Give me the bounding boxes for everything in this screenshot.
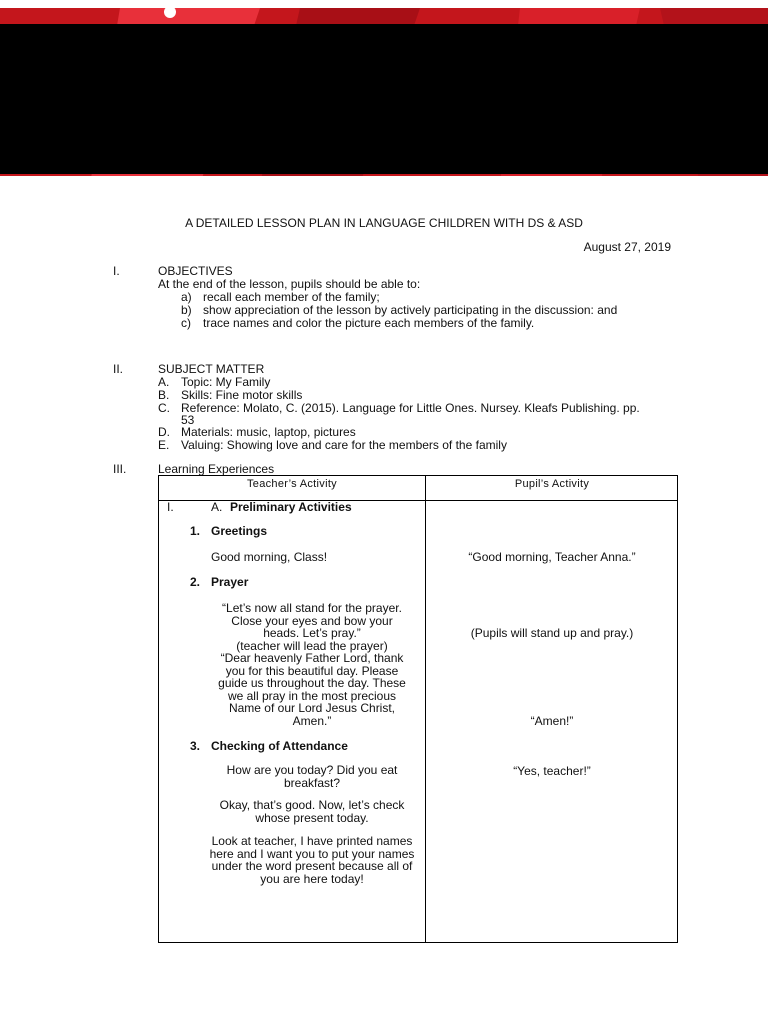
subject-matter-heading: SUBJECT MATTER: [158, 362, 265, 376]
attendance-teacher-line: breakfast?: [283, 775, 341, 790]
prayer-teacher-line: (teacher will lead the prayer): [236, 638, 388, 653]
document-title: A DETAILED LESSON PLAN IN LANGUAGE CHILDREN WITH DS & ASD: [185, 216, 583, 230]
greetings-pupil-line: “Good morning, Teacher Anna.”: [468, 550, 636, 564]
prayer-number: 2.: [190, 575, 201, 589]
subject-text: Topic: My Family: [181, 375, 271, 389]
banner-graphic: [0, 0, 768, 186]
prayer-pupil-amen: “Amen!”: [530, 714, 574, 728]
objective-text: trace names and color the picture each members of the family.: [203, 316, 535, 330]
prayer-teacher-line: heads. Let’s pray.”: [263, 626, 361, 640]
attendance-teacher-text-1: [179, 764, 445, 789]
greetings-number: 1.: [190, 524, 201, 538]
prayer-teacher-line: Name of our Lord Jesus Christ,: [228, 701, 396, 715]
attendance-teacher-line: whose present today.: [255, 810, 369, 825]
attendance-teacher-line: Okay, that’s good. Now, let’s check: [219, 798, 405, 812]
learning-heading: Learning Experiences: [158, 462, 275, 476]
prayer-teacher-line: we all pray in the most precious: [227, 688, 397, 703]
subject-matter-numeral: II.: [113, 362, 124, 376]
objective-text: recall each member of the family;: [203, 290, 380, 304]
prayer-teacher-line: “Dear heavenly Father Lord, thank: [220, 651, 404, 665]
activities-table: [158, 475, 678, 943]
teacher-activity-header: Teacher’s Activity: [247, 478, 337, 490]
prayer-pupil-line: (Pupils will stand up and pray.): [470, 626, 634, 640]
greetings-title: Greetings: [211, 524, 268, 538]
greetings-teacher-line: Good morning, Class!: [211, 550, 328, 564]
learning-numeral: III.: [113, 462, 127, 476]
subject-text: Materials: music, laptop, pictures: [181, 425, 356, 439]
subject-text: Valuing: Showing love and care for the members of the family: [181, 438, 507, 452]
objectives-heading: OBJECTIVES: [158, 264, 233, 278]
attendance-number: 3.: [190, 739, 201, 753]
objective-marker: c): [181, 316, 191, 330]
subject-marker: C.: [158, 401, 170, 415]
attendance-teacher-line: here and I want you to put your names: [209, 846, 415, 861]
objectives-numeral: I.: [113, 264, 120, 278]
section-marker: A.: [211, 500, 223, 514]
section-title: Preliminary Activities: [230, 500, 352, 514]
attendance-teacher-line: you are here today!: [260, 871, 364, 886]
subject-text-continued: 53: [181, 413, 195, 427]
header-banner: [0, 0, 768, 186]
subject-marker: A.: [158, 375, 170, 389]
prayer-teacher-line: Amen.”: [292, 713, 332, 728]
attendance-teacher-text-2: [179, 799, 445, 824]
prayer-title: Prayer: [211, 575, 249, 589]
prayer-teacher-line: you for this beautiful day. Please: [225, 663, 399, 678]
objective-text: show appreciation of the lesson by actively participating in the discussion: and: [203, 303, 618, 317]
attendance-teacher-line: Look at teacher, I have printed names: [211, 834, 413, 848]
attendance-title: Checking of Attendance: [211, 739, 348, 753]
attendance-teacher-line: How are you today? Did you eat: [226, 763, 398, 777]
prayer-teacher-text: [189, 602, 435, 727]
prayer-teacher-line: guide us throughout the day. These: [218, 676, 406, 690]
subject-marker: D.: [158, 425, 170, 439]
document-date: August 27, 2019: [583, 240, 671, 254]
prayer-teacher-line: Close your eyes and bow your: [231, 613, 393, 628]
prayer-teacher-line: “Let’s now all stand for the prayer.: [222, 601, 402, 615]
subject-marker: B.: [158, 388, 170, 402]
attendance-teacher-text-3: [179, 835, 445, 885]
pupil-activity-header: Pupil’s Activity: [514, 478, 590, 490]
objectives-intro: At the end of the lesson, pupils should be able to:: [158, 277, 421, 291]
attendance-pupil-line: “Yes, teacher!”: [513, 764, 591, 778]
objective-marker: b): [181, 303, 192, 317]
section-numeral: I.: [167, 500, 174, 514]
subject-text: Reference: Molato, C. (2015). Language for Little Ones. Nursey. Kleafs Publishing. pp.: [181, 401, 640, 415]
subject-text: Skills: Fine motor skills: [181, 388, 303, 402]
subject-marker: E.: [158, 438, 170, 452]
attendance-teacher-line: under the word present because all of: [211, 859, 413, 873]
objective-marker: a): [181, 290, 192, 304]
